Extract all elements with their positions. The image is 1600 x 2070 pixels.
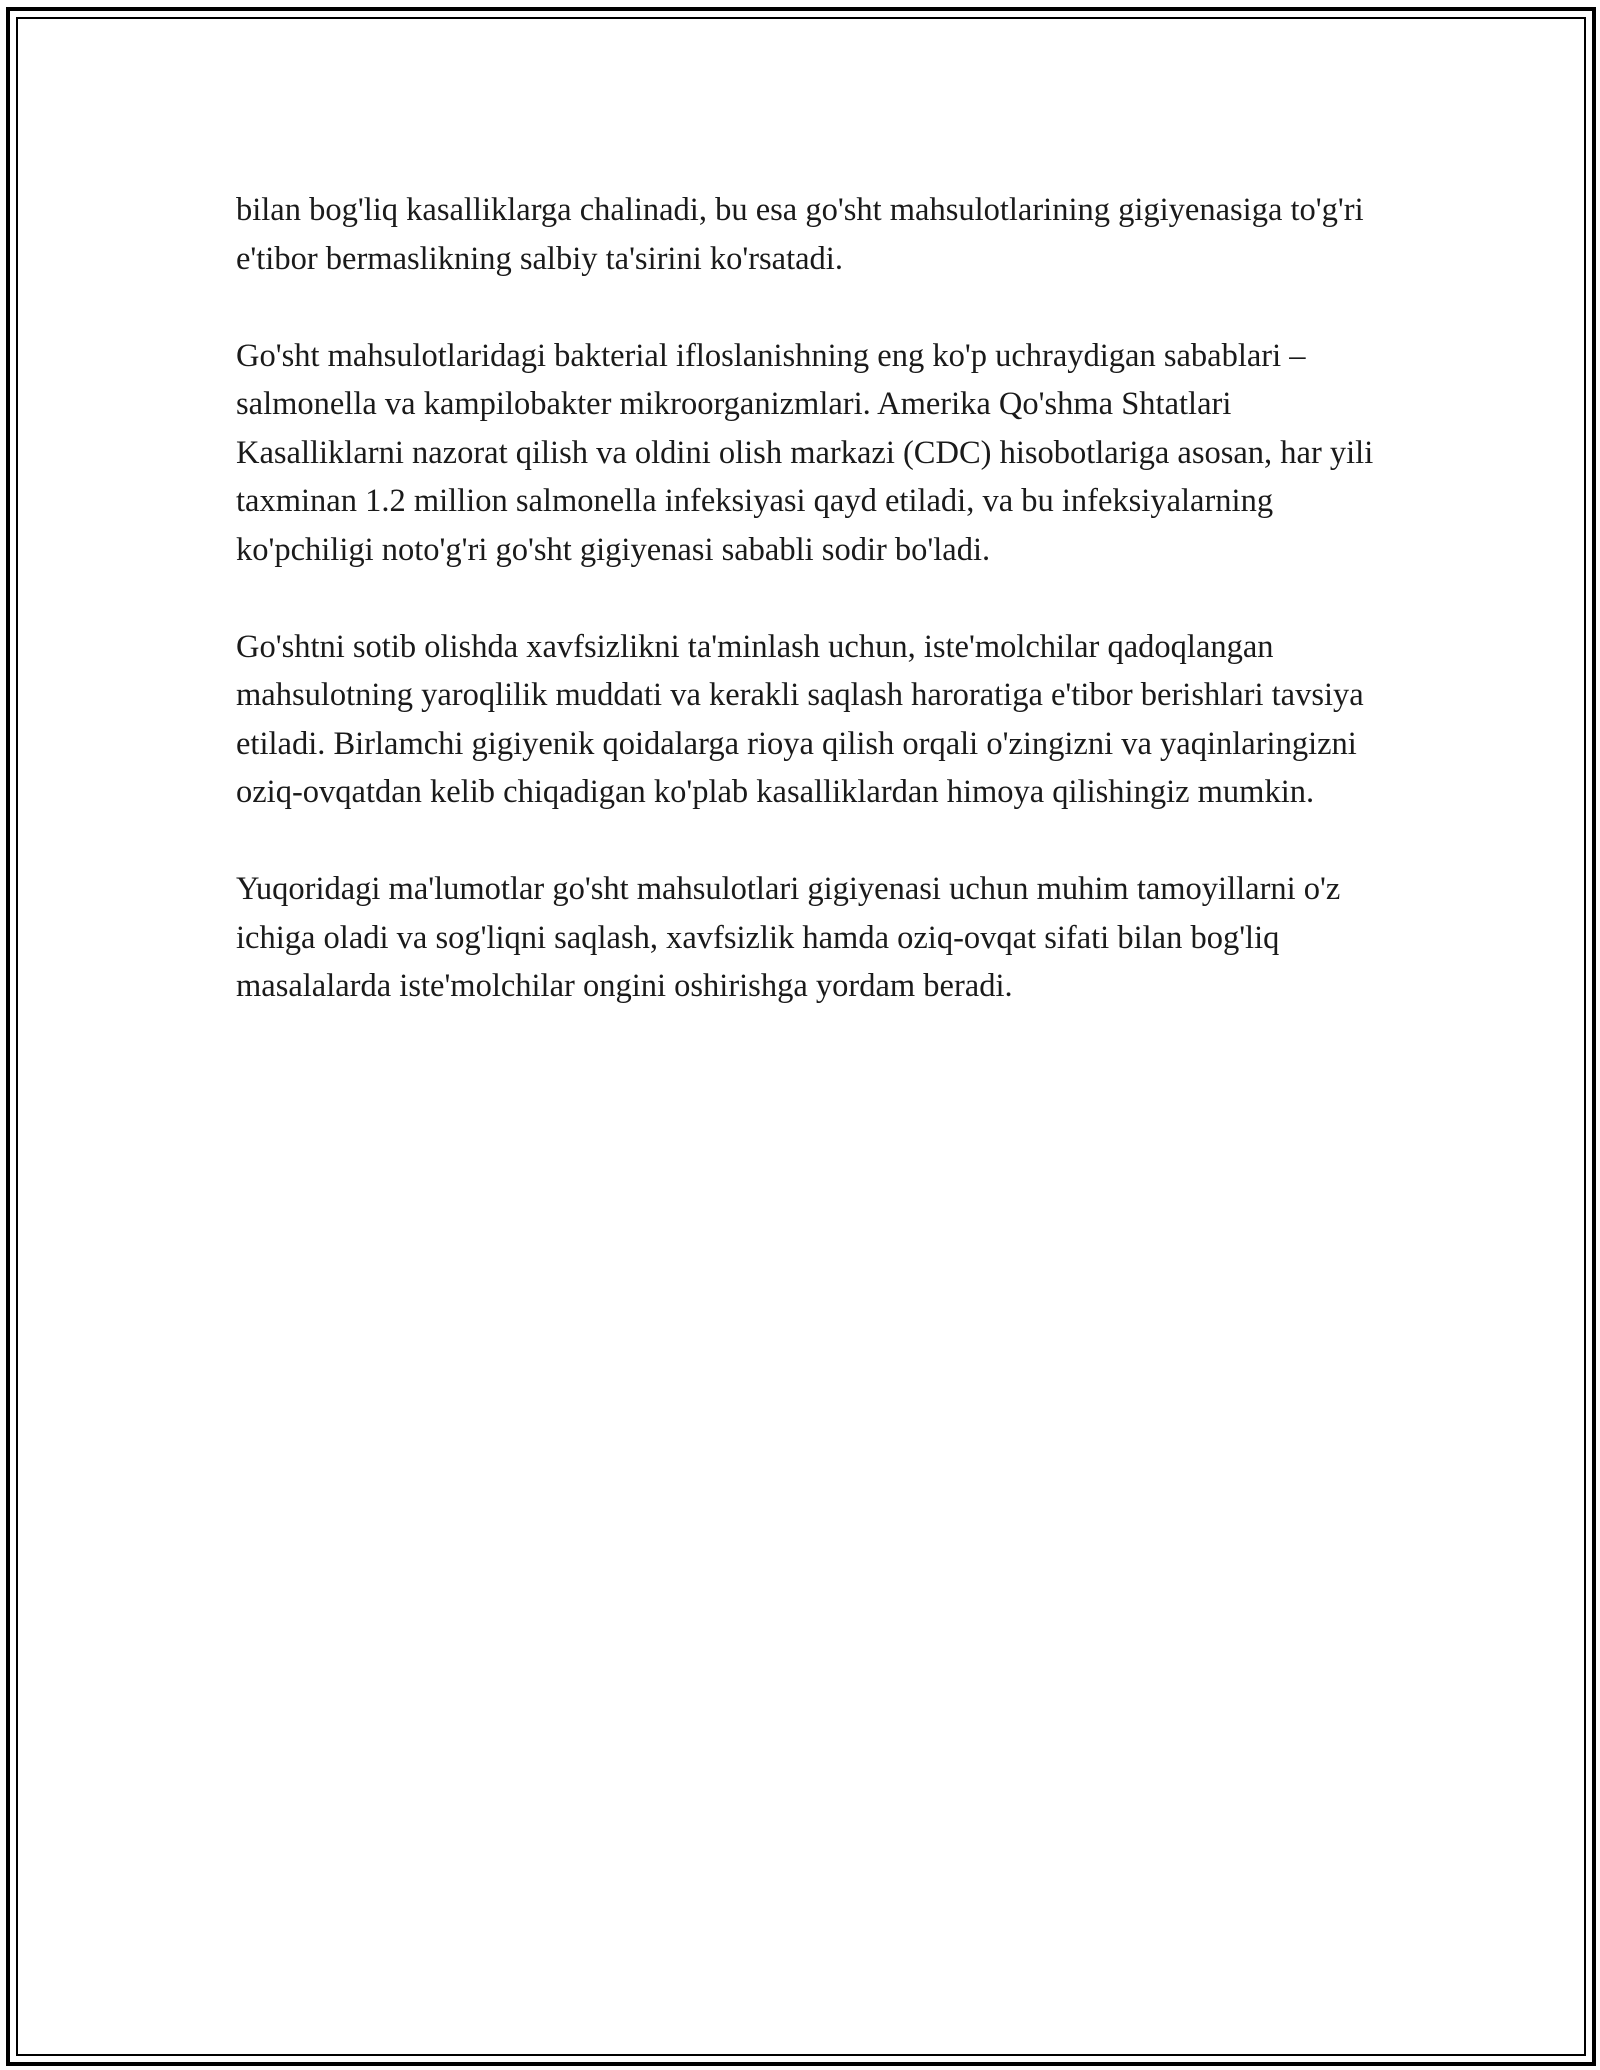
paragraph-1: bilan bog'liq kasalliklarga chalinadi, bu esa go'sht mahsulotlarining gigiyenasiga to'g'ri e'tibor bermaslikning salbiy ta'sirini ko'rsatadi. xyxy=(236,192,1364,277)
paragraph-4: Yuqoridagi ma'lumotlar go'sht mahsulotlari gigiyenasi uchun muhim tamoyillarni o'z ichiga oladi va sog'liqni saqlash, xavfsizlik hamda oziq-ovqat sifati bilan bog'liq masalalarda iste'molchilar ongini oshirishga yordam beradi. xyxy=(236,871,1341,1004)
paragraph-3: Go'shtni sotib olishda xavfsizlikni ta'minlash uchun, iste'molchilar qadoqlangan mahsulotning yaroqlilik muddati va kerakli saqlash haroratiga e'tibor berishlari tavsiya etiladi. Birlamchi gigiyenik qoidalarga rioya qilish orqali o'zingizni va yaqinlaringizni oziq-ovqatdan kelib chiqadigan ko'plab kasalliklardan himoya qilishingiz mumkin. xyxy=(236,628,1364,810)
document-body xyxy=(236,186,1376,1059)
paragraph-2: Go'sht mahsulotlaridagi bakterial ifloslanishning eng ko'p uchraydigan sabablari – salmonella va kampilobakter mikroorganizmlari. Amerika Qo'shma Shtatlari Kasalliklarni nazorat qilish va oldini olish markazi (CDC) hisobotlariga asosan, har yili taxminan 1.2 million salmonella infeksiyasi qayd etiladi, va bu infeksiyalarning ko'pchiligi noto'g'ri go'sht gigiyenasi sababli sodir bo'ladi. xyxy=(236,337,1374,568)
